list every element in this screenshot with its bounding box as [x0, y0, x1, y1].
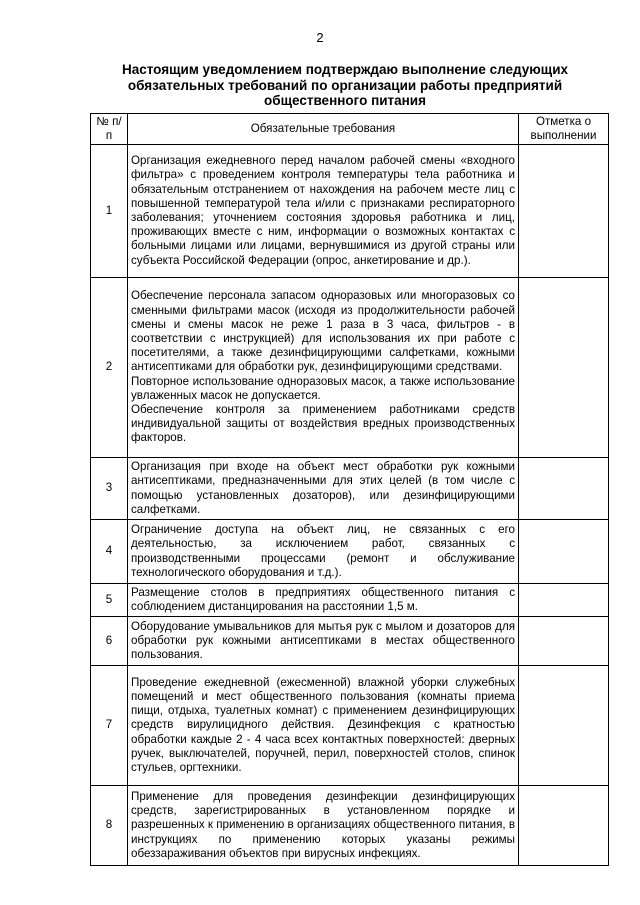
requirement-cell — [128, 458, 519, 520]
requirement-cell — [128, 278, 519, 458]
table-header-row — [91, 114, 609, 145]
header-num: № п/п — [91, 114, 128, 145]
requirement-text: Размещение столов в предприятиях общественного питания с соблюдением дистанцирования на расстоянии 1,5 м. — [131, 585, 515, 613]
requirement-cell — [128, 145, 519, 278]
requirement-cell — [128, 666, 519, 786]
requirement-text: Оборудование умывальников для мытья рук с мылом и дозаторов для обработки рук кожными антисептиками в местах общественного пользования. — [131, 619, 515, 662]
requirement-text: Ограничение доступа на объект лиц, не связанных с его деятельностью, за исключением работ, связанных с производственными процессами (ремонт и обслуживание технологического оборудования и т.д.). — [131, 523, 515, 579]
row-number: 3 — [91, 458, 128, 520]
row-number: 2 — [91, 278, 128, 458]
table-row — [91, 520, 609, 584]
row-number: 4 — [91, 520, 128, 584]
mark-cell[interactable] — [519, 145, 609, 278]
requirement-text: Применение для проведения дезинфекции дезинфицирующих средств, зарегистрированных в установленном порядке и разрешенных к применению в организациях общественного питания, в инструкциях по применению которых указаны режимы обеззараживания объектов при вирусных инфекциях. — [131, 789, 515, 860]
table-row — [91, 584, 609, 617]
table-row — [91, 458, 609, 520]
header-mark: Отметка о выполнении — [519, 114, 609, 145]
mark-cell[interactable] — [519, 458, 609, 520]
header-requirement: Обязательные требования — [128, 114, 519, 145]
row-number: 8 — [91, 786, 128, 866]
requirement-cell — [128, 617, 519, 666]
table-row — [91, 666, 609, 786]
row-number: 6 — [91, 617, 128, 666]
mark-cell[interactable] — [519, 584, 609, 617]
mark-cell[interactable] — [519, 520, 609, 584]
mark-cell[interactable] — [519, 617, 609, 666]
table-row — [91, 278, 609, 458]
requirement-text: Организация ежедневного перед началом рабочей смены «входного фильтра» с проведением контроля температуры тела работника и обязательным отстранением от нахождения на рабочем месте лиц с повышенной температурой тела и/или с признаками респираторного заболевания; уточнением состояния здоровья работника и лиц, проживающих вместе с ним, информации о возможных контактах с больными лицами или лицами, вернувшимися из другой страны или субъекта Российской Федерации (опрос, анкетирование и др.). — [131, 154, 515, 267]
requirement-text: Проведение ежедневной (ежесменной) влажной уборки служебных помещений и мест общественного пользования (комнаты приема пищи, отдыха, туалетных комнат) с применением дезинфицирующих средств вирулицидного действия. Дезинфекция с кратностью обработки каждые 2 - 4 часа всех контактных поверхностей: дверных ручек, выключателей, поручней, перил, поверхностей столов, спинок стульев, оргтехники. — [131, 675, 515, 774]
requirement-cell — [128, 584, 519, 617]
row-number: 5 — [91, 584, 128, 617]
mark-cell[interactable] — [519, 278, 609, 458]
mark-cell[interactable] — [519, 786, 609, 866]
requirement-text: Организация при входе на объект мест обработки рук кожными антисептиками, предназначенными для этих целей (в том числе с помощью установленных дозаторов), или дезинфицирующими салфетками. — [131, 460, 515, 516]
row-number: 7 — [91, 666, 128, 786]
document-title: Настоящим уведомлением подтверждаю выполнение следующих обязательных требований по организации работы предприятий общественного питания — [121, 62, 568, 108]
requirement-text: Обеспечение контроля за применением работниками средств индивидуальной защиты от воздействия вредных производственных факторов. — [131, 403, 515, 445]
mark-cell[interactable] — [519, 666, 609, 786]
row-number: 1 — [91, 145, 128, 278]
page-number: 2 — [316, 30, 324, 45]
table-row — [91, 786, 609, 866]
requirement-cell — [128, 520, 519, 584]
requirement-cell — [128, 786, 519, 866]
requirement-text: Обеспечение персонала запасом одноразовых или многоразовых со сменными фильтрами масок (исходя из продолжительности рабочей смены и смены масок не реже 1 раза в 3 часа, фильтров - в соответствии с инструкцией) для использования их при работе с посетителями, а также дезинфицирующими салфетками, кожными антисептиками для обработки рук, дезинфицирующими средствами. — [131, 289, 515, 374]
requirements-table — [90, 113, 609, 866]
table-row — [91, 617, 609, 666]
table-row — [91, 145, 609, 278]
requirement-text: Повторное использование одноразовых масок, а также использование увлаженных масок не допускается. — [131, 374, 515, 402]
